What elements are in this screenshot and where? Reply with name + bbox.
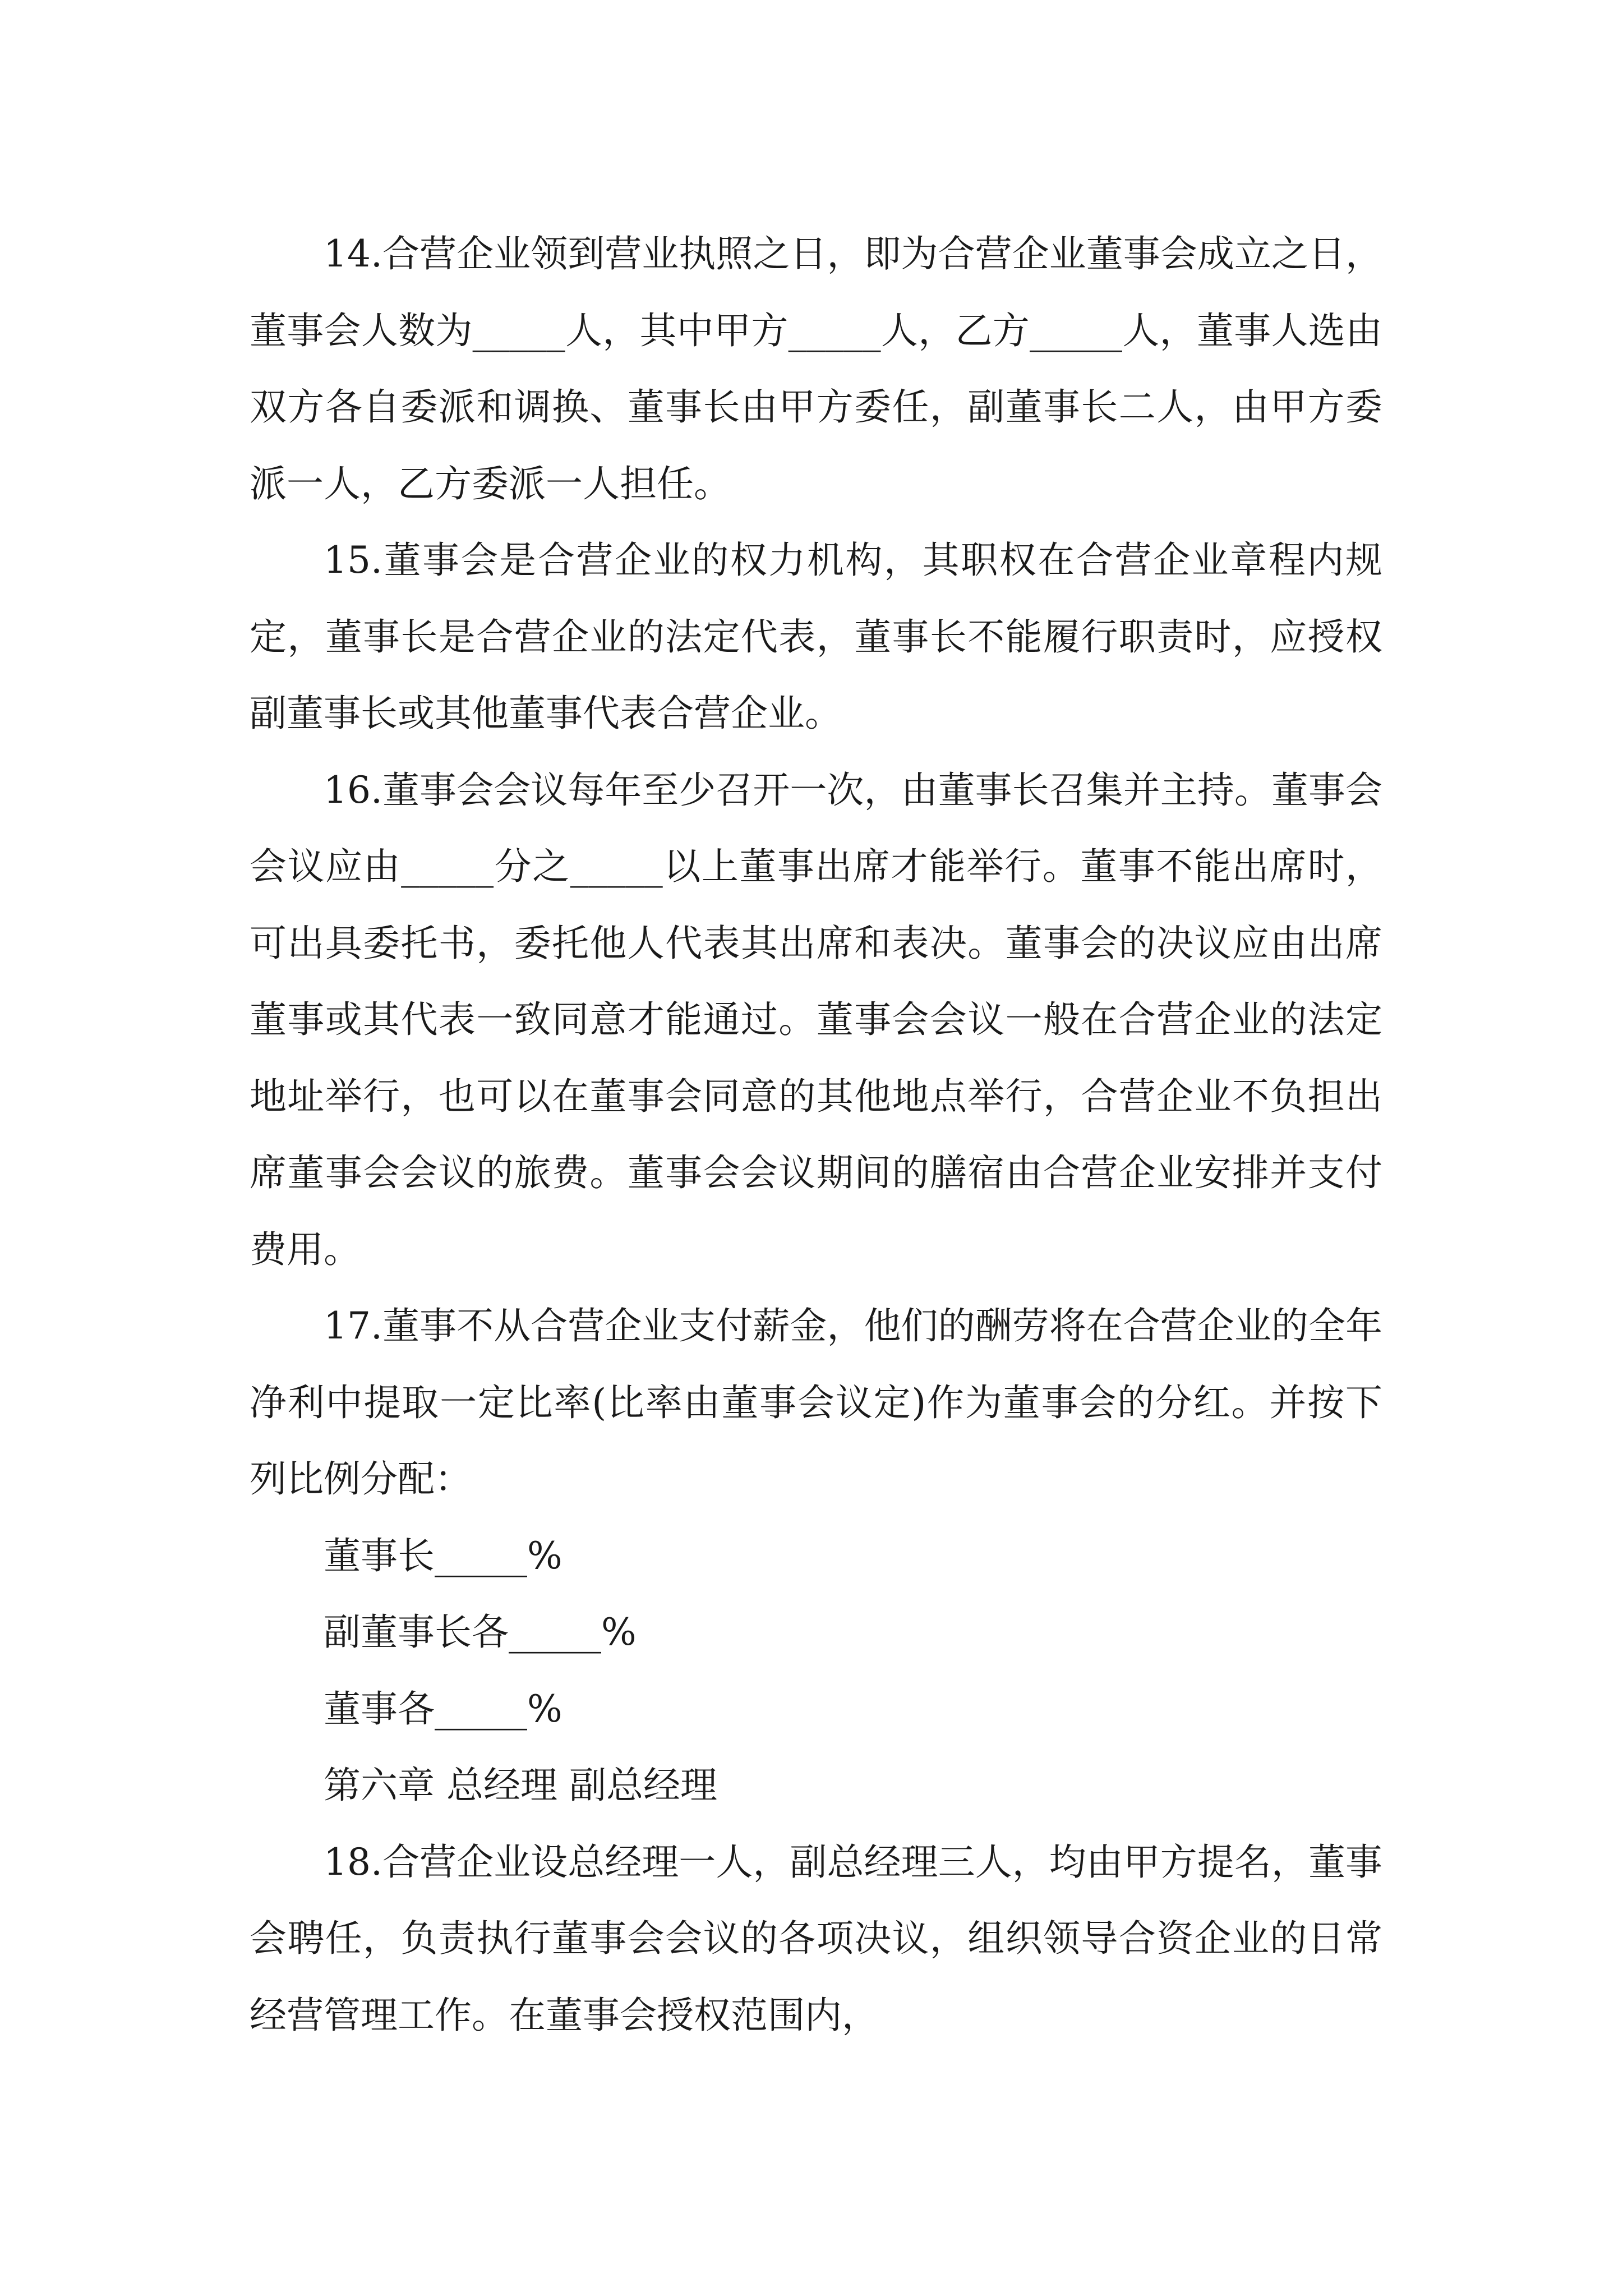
- chairman-share-line: 董事长_____%: [324, 1534, 562, 1577]
- article-15-paragraph: 15.董事会是合营企业的权力机构，其职权在合营企业章程内规定，董事长是合营企业的法定代表，董事长不能履行职责时，应授权副董事长或其他董事代表合营企业。: [250, 539, 1382, 735]
- article-18-paragraph: 18.合营企业设总经理一人，副总经理三人，均由甲方提名，董事会聘任，负责执行董事会会议的各项决议，组织领导合资企业的日常经营管理工作。在董事会授权范围内，: [250, 1840, 1382, 2037]
- article-17-paragraph: 17.董事不从合营企业支付薪金，他们的酬劳将在合营企业的全年净利中提取一定比率(比率由董事会议定)作为董事会的分红。并按下列比例分配：: [250, 1304, 1382, 1501]
- article-16-paragraph: 16.董事会会议每年至少召开一次，由董事长召集并主持。董事会会议应由_____分之_____以上董事出席才能举行。董事不能出席时，可出具委托书，委托他人代表其出席和表决。董事会的决议应由出席董事或其代表一致同意才能通过。董事会会议一般在合营企业的法定地址举行，也可以在董事会同意的其他地点举行，合营企业不负担出席董事会会议的旅费。董事会会议期间的膳宿由合营企业安排并支付费用。: [250, 768, 1382, 1271]
- chapter-six-heading: 第六章 总经理 副总经理: [324, 1764, 717, 1807]
- document-body: [250, 216, 1382, 2054]
- article-14-paragraph: 14.合营企业领到营业执照之日，即为合营企业董事会成立之日，董事会人数为_____人，其中甲方_____人，乙方_____人，董事人选由双方各自委派和调换、董事长由甲方委任，副董事长二人，由甲方委派一人，乙方委派一人担任。: [250, 232, 1382, 505]
- vice-chairman-share-line: 副董事长各_____%: [324, 1611, 637, 1654]
- director-share-line: 董事各_____%: [324, 1687, 562, 1731]
